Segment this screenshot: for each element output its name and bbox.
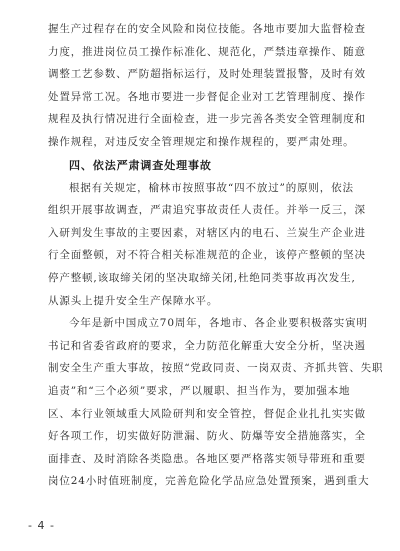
text-line: 制安全生产重大事故，按照“党政同责、一岗双责、齐抓共管、失职 xyxy=(48,362,384,375)
text-line: 好各项工作，切实做好防泄漏、防火、防爆等安全措施落实，全 xyxy=(48,430,366,443)
text-line: 停产整顿,该取缔关闭的坚决取缔关闭,杜绝同类事故再次发生, xyxy=(48,271,356,284)
text-line: 握生产过程存在的安全风险和岗位技能。各地市要加大监督检查 xyxy=(48,23,366,35)
text-line: 书记和省委省政府的要求，全力防范化解重大安全分析，坚决遏 xyxy=(48,339,366,352)
text-line: 组织开展事故调查，严肃追究事故责任人责任。并举一反三，深 xyxy=(48,204,366,217)
paragraph-anniversary-safety xyxy=(48,312,384,493)
page-number: - 4 - xyxy=(28,519,55,532)
text-line: 从源头上提升安全生产保障水平。 xyxy=(48,294,219,307)
text-line: 岗位24小时值班制度，完善危险化学品应急处置预案，遇到重大 xyxy=(48,475,370,488)
text-line: 处置异常工况。各地市要进一步督促企业对工艺管理制度、操作 xyxy=(48,90,366,103)
text-line: 根据有关规定，榆林市按照事故“四不放过”的原则，依法 xyxy=(69,181,354,194)
text-line: 调整工艺参数、严防超指标运行，及时处理装置报警，及时有效 xyxy=(48,68,366,81)
document-body xyxy=(48,18,384,493)
text-line: 今年是新中国成立70周年，各地市、各企业要积极落实寅明 xyxy=(69,317,368,330)
paragraph-operating-rules xyxy=(48,18,366,154)
text-line: 行全面整顿，对不符合相关标准规范的企业，该停产整顿的坚决 xyxy=(48,249,366,262)
text-line: 操作规程，对违反安全管理规定和操作规程的，要严肃处理。 xyxy=(48,135,355,148)
text-line: 力度，推进岗位员工操作标准化、规范化，严禁违章操作、随意 xyxy=(48,45,366,58)
text-line: 入研判发生事故的主要因素，对辖区内的电石、兰炭生产企业进 xyxy=(48,226,366,239)
paragraph-accident-investigation xyxy=(48,177,366,313)
section-heading: 四、依法严肃调查处理事故 xyxy=(69,158,212,172)
text-line: 追责”和“三个必须”要求，严以履职、担当作为，要加强本地 xyxy=(48,384,351,397)
text-line: 规程及执行情况进行全面检查，进一步完善各类安全管理制度和 xyxy=(48,113,366,126)
text-line: 面排查、及时消除各类隐患。各地区要严格落实领导带班和重要 xyxy=(48,452,366,465)
text-line: 区、本行业领域重大风险研判和安全管控，督促企业扎扎实实做 xyxy=(48,407,366,420)
